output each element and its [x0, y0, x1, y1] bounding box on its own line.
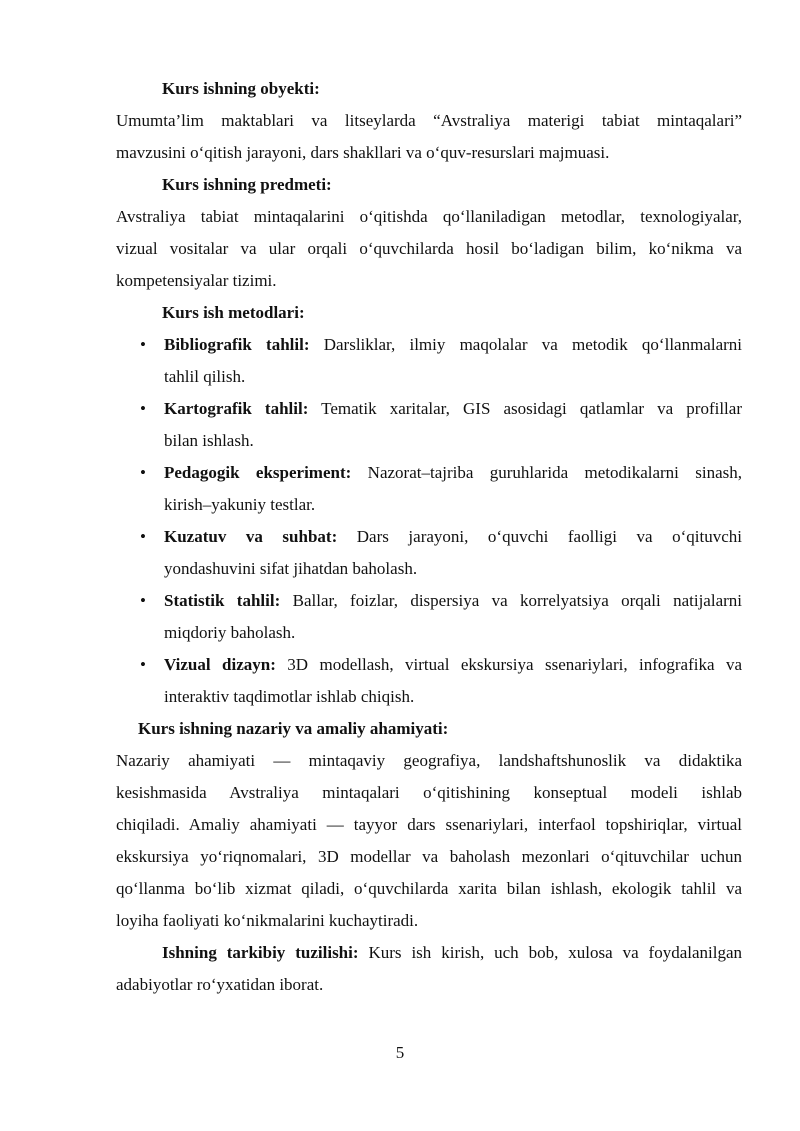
methods-list: [116, 329, 742, 713]
method-desc: Tematik xaritalar, GIS asosidagi qatlamlar va profillar: [321, 399, 742, 418]
method-item-observation: [116, 521, 742, 585]
bullet-icon: •: [140, 463, 146, 482]
method-term: Vizual dizayn:: [164, 655, 276, 674]
method-item-statistical: [116, 585, 742, 649]
significance-line-1: Nazariy ahamiyati — mintaqaviy geografiya, landshaftshunoslik va didaktika: [116, 751, 742, 770]
significance-heading: Kurs ishning nazariy va amaliy ahamiyati:: [138, 719, 449, 738]
method-item-bibliographic: [116, 329, 742, 393]
method-term: Kartografik tahlil:: [164, 399, 309, 418]
object-heading-line: [116, 73, 742, 105]
structure-heading: Ishning tarkibiy tuzilishi:: [162, 943, 359, 962]
method-item-line-2: yondashuvini sifat jihatdan baholash.: [164, 559, 418, 578]
subject-heading-line: [116, 169, 742, 201]
bullet-icon: •: [140, 655, 146, 674]
significance-heading-line: [116, 713, 742, 745]
methods-heading-line: [116, 297, 742, 329]
methods-heading: Kurs ish metodlari:: [162, 303, 305, 322]
method-desc: 3D modellash, virtual ekskursiya ssenariylari, infografika va: [287, 655, 743, 674]
method-item-visual-design: [116, 649, 742, 713]
subject-line-2: vizual vositalar va ular orqali o‘quvchilarda hosil bo‘ladigan bilim, ko‘nikma va: [116, 239, 742, 258]
page-content: [116, 73, 742, 1001]
structure-line-1: [116, 937, 742, 969]
method-desc: Darsliklar, ilmiy maqolalar va metodik qo‘llanmalarni: [323, 335, 743, 354]
method-desc: Ballar, foizlar, dispersiya va korrelyatsiya orqali natijalarni: [292, 591, 743, 610]
page-number: 5: [395, 1043, 405, 1062]
method-desc: Dars jarayoni, o‘quvchi faolligi va o‘qituvchi: [356, 527, 743, 546]
subject-line-3: kompetensiyalar tizimi.: [116, 271, 277, 290]
method-item-line-2: tahlil qilish.: [164, 367, 246, 386]
method-term: Statistik tahlil:: [164, 591, 281, 610]
method-item-line-1: [164, 457, 742, 489]
method-term: Kuzatuv va suhbat:: [164, 527, 338, 546]
object-line-1: Umumta’lim maktablari va litseylarda “Avstraliya materigi tabiat mintaqalari”: [116, 111, 742, 130]
method-item-line-1: [164, 329, 742, 361]
method-item-line-2: kirish–yakuniy testlar.: [164, 495, 316, 514]
significance-line-3: chiqiladi. Amaliy ahamiyati — tayyor dars ssenariylari, interfaol topshiriqlar, virtual: [116, 815, 742, 834]
object-heading: Kurs ishning obyekti:: [162, 79, 320, 98]
method-item-line-1: [164, 649, 742, 681]
subject-heading: Kurs ishning predmeti:: [162, 175, 332, 194]
significance-line-4: ekskursiya yo‘riqnomalari, 3D modellar va baholash mezonlari o‘qituvchilar uchun: [116, 847, 742, 866]
method-term: Pedagogik eksperiment:: [164, 463, 352, 482]
object-line-2: mavzusini o‘qitish jarayoni, dars shakllari va o‘quv-resurslari majmuasi.: [116, 143, 610, 162]
method-item-pedagogical: [116, 457, 742, 521]
bullet-icon: •: [140, 527, 146, 546]
method-item-line-2: miqdoriy baholash.: [164, 623, 296, 642]
method-item-line-2: interaktiv taqdimotlar ishlab chiqish.: [164, 687, 415, 706]
method-item-line-2: bilan ishlash.: [164, 431, 254, 450]
bullet-icon: •: [140, 591, 146, 610]
method-item-cartographic: [116, 393, 742, 457]
subject-line-1: Avstraliya tabiat mintaqalarini o‘qitishda qo‘llaniladigan metodlar, texnologiyalar,: [116, 207, 742, 226]
significance-line-2: kesishmasida Avstraliya mintaqalari o‘qitishining konseptual modeli ishlab: [116, 783, 742, 802]
significance-line-5: qo‘llanma bo‘lib xizmat qiladi, o‘quvchilarda xarita bilan ishlash, ekologik tahlil va: [116, 879, 742, 898]
method-item-line-1: [164, 393, 742, 425]
method-desc: Nazorat–tajriba guruhlarida metodikalarni sinash,: [367, 463, 743, 482]
method-term: Bibliografik tahlil:: [164, 335, 310, 354]
bullet-icon: •: [140, 399, 146, 418]
significance-line-6: loyiha faoliyati ko‘nikmalarini kuchaytiradi.: [116, 911, 419, 930]
method-item-line-1: [164, 585, 742, 617]
structure-line-2: adabiyotlar ro‘yxatidan iborat.: [116, 975, 324, 994]
method-item-line-1: [164, 521, 742, 553]
bullet-icon: •: [140, 335, 146, 354]
structure-text: Kurs ish kirish, uch bob, xulosa va foydalanilgan: [368, 943, 743, 962]
